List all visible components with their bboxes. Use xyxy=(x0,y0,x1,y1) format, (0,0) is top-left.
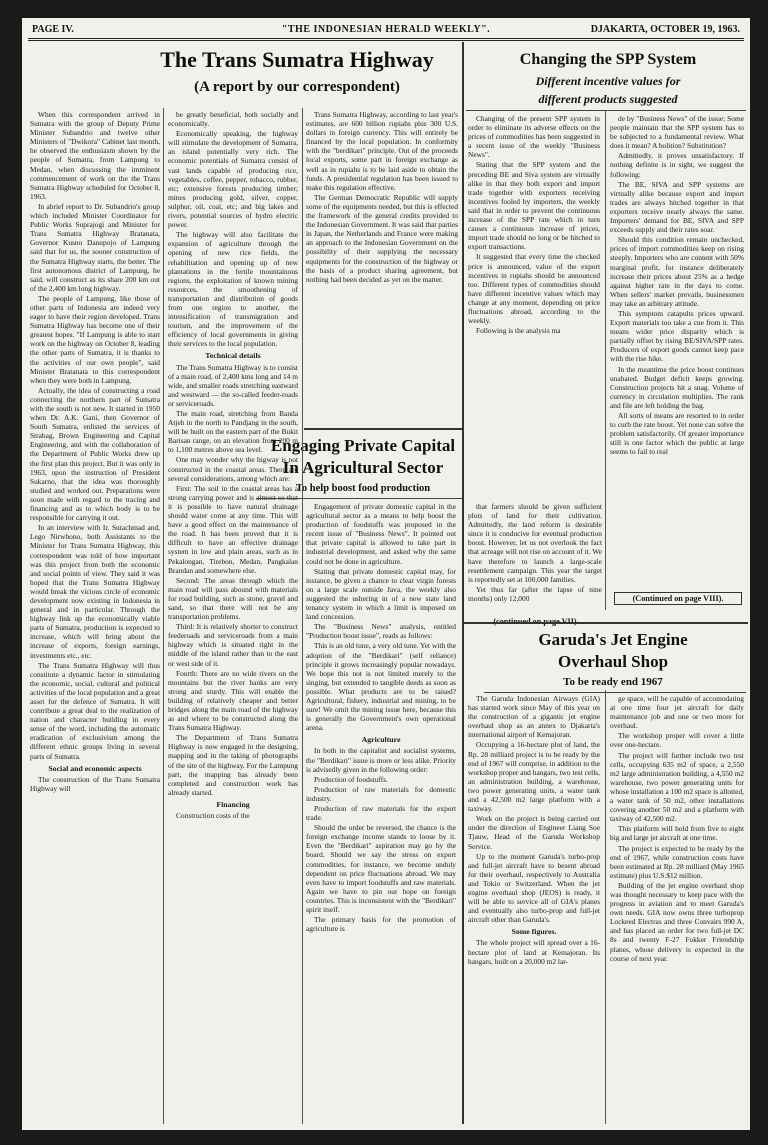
column-rule xyxy=(302,108,303,1124)
section-rule xyxy=(304,428,462,430)
paragraph: In abrief report to Dr. Subandrio's group which included Minister Coordinator for Public Works Suprajogi and Minister for Trans Sumatra Highway Bratanata, Governor Kusno Danupojo of Lampung said that for us, the sooner construction of the Sumatra Highway starts, the better. The first autonomous district of Lampung, he said, will construct as its share 200 km out of the 2,400 km long highway. xyxy=(30,201,160,293)
paragraph: Trans Sumatra Highway, according to last year's estimates, are 600 billion rupiahs plus 300 U.S. dollars in foreign currency. This will entirely be financed by the local population. In conformity with the "berdikari" principle. Out of the proceeds local exports, some part in foreign exchange as well as in rupiahs is to be laid aside to obtain the funds. A presidential regulation has been issued to make this regulation effective. xyxy=(306,110,458,192)
paragraph: Should the order be reversed, the chance is the foreign exchange income stands to loose by it. Even the "Berdikari" aspiration may go by the board. Should we say the stress on export commodities, for instance, we become unduly dependent on price fluctuations abroad. We may even have to import foodstuffs and raw materials. Again we have to pin our hope on foreign countries. This is inconsistent with the "Berdikari" spirit itself. xyxy=(306,823,456,915)
paragraph: Production of foodstuffs. xyxy=(314,774,388,784)
section-heading: Agriculture xyxy=(361,735,401,745)
paragraph: Yet thus far (after the lapse of nine months) only 12,000 xyxy=(468,584,602,603)
paragraph: Following is the analysis ma xyxy=(476,326,561,336)
section-heading: Financing xyxy=(216,799,250,809)
paragraph: This is an old tune, a very old tune. Yet with the adoption of the "Berdikari" (self reliance) principle it grows increasingly popular nowadays. We hope this not is not limited merely to the singing, but extended to tangible deeds as soon as possible. What products are to be raised? Agricultural, fishery, industrial and mining, to be sure! We omit the mining issue here, because this is generally the Government's own operational arena. xyxy=(306,641,456,733)
section-rule xyxy=(484,692,746,693)
column-rule xyxy=(163,108,164,1124)
capital-headline-1: Engaging Private Capital xyxy=(270,436,456,455)
paragraph: The workshop proper will cover a little over one-hectare. xyxy=(610,731,744,750)
paragraph: Engagement of private domestic capital in the agricultural sector as a means to help boost the production of foodstuffs was proposed in the recent issue of "Business News". It pointed out that private capital is allowed to take part in industrial development, and asked why the same could not be done in agriculture. xyxy=(306,502,456,566)
column-rule xyxy=(605,110,606,610)
paragraph: All sorts of means are resorted to in order to curb the rate boost. Yet none can solve the problem satisfactorily. Of greater importance still is one factor which the public at large seems to fail to real xyxy=(610,411,744,457)
highway-column-2 xyxy=(168,110,298,1124)
paragraph: In the meantime the price boost continues unabated. Budget deficit keeps growing. Construction projects hit a snag. Volume of currency in circulation multiplies. The rank and file are left holding the bag. xyxy=(610,364,744,410)
paragraph: It suggested that every time the checked price is announced, value of the export incentives in rupiahs should be announced too. Different types of commodities should have different incentive values which may change at any moment, depending on price fluctuations abroad, according to the weekly. xyxy=(468,252,600,326)
garuda-column-2 xyxy=(610,694,744,1124)
paragraph: The BE, SIVA and SPP systems are virtually alike because export and import trades are always hitched together in that exporters receive nearly always the same. Importers' demand for BE, SIVA and SPP exceeds supply and their rates soar. xyxy=(610,179,744,235)
paragraph: Construction costs of the xyxy=(176,811,250,821)
paragraph: When this correspondent arrived in Sumatra with the group of Deputy Prime Minister Subandrio and twelve other Ministers of "Dwikora" Cabinet last month, he observed the enthusiasm shown by the people of Sumatra, from Lampung to Medan, when discussing the imminent commencement of work on the the Trans Sumatra Highway scheduled for October 8, 1963. xyxy=(30,110,160,201)
capital-headline-2: In Agricultural Sector xyxy=(282,458,444,477)
paragraph: The whole project will spread over a 16-hectare plot of land at Kemajoran. Its hangars, built on a 20,000 m2 lar- xyxy=(468,938,600,966)
paper-name: "THE INDONESIAN HERALD WEEKLY". xyxy=(281,24,491,35)
capital-continued: (continued on page VII) xyxy=(493,617,577,626)
paragraph: The project is expected to be ready by the end of 1967, while construction costs have been estimated at Rp. 28 milliard (May 1965 estimate) plus U.S.$12 million. xyxy=(610,843,744,880)
paragraph: Production of raw materials for domestic industry. xyxy=(306,784,456,803)
paragraph: de by "Business News" of the issue: Some people maintain that the SPP system has to be subjected to a fundamental review. What does it mean? A bolition? Substitution? xyxy=(610,114,744,151)
paragraph: Actually, the idea of constructing a road connecting the northern part of Sumatra with the south is not new. It started in 1950 when Dr. A.K. Gani, then Governor of South Sumatra, enlisted the services of Strabag, Brown Engineering and Capital Engineering, and with the collaboration of the Department of Public Works drew up the first plan this project. But it was only in 1963, upon the instruction of President Sukarno, that the idea was thoroughly studied and worked out. Preparations were soon made with regard to the tracing and financing and as to which body is to be responsible for carrying it out. xyxy=(30,385,160,523)
capital-subhead: To help boost food production xyxy=(295,483,431,494)
paragraph: Should this condition remain unchecked, prices of import commodities keep on rising steeply. Importers who are content with 50% marginal profit, for instance deliberately increase their prices about 25% as a hedge against higher rate in the days to come. When sellers' market prevails, businessmen may take an arbitrary attitude. xyxy=(610,235,744,308)
section-heading: Social and economic aspects xyxy=(48,763,142,773)
paragraph: Fourth: There are no wide rivers on the mountains but the river banks are very strong and sturdy. This will enable the building of relatively cheaper and better bridges along the main road of the highway as and where to be constructed along the Trans Sumatra Highway. xyxy=(168,668,298,733)
spp-subhead-1: Different incentive values for xyxy=(535,74,681,88)
paragraph: ge space, will be capable of accomodating at one time four jet aircraft for daily maintenance job and one or two more for overhaul. xyxy=(610,694,744,731)
capital-column-2 xyxy=(468,502,602,612)
paragraph: Changing of the present SPP system in order to eliminate its adverse effects on the prices of commodities has been suggested in a recent issue of the weekly "Business News". xyxy=(468,114,600,160)
paragraph: Occupying a 16-hectare plot of land, the Rp. 28 milliard project is to be ready by the end of 1967 will comprise, in addition to the workshop proper and hangars, two test cells, an administration building, a warehouse, two power generating units, a water tank and a 42,500 m2 large platform with a taxiway. xyxy=(468,740,600,814)
newspaper-page xyxy=(22,18,750,1130)
paragraph: The primary basis for the promotion of agriculture is xyxy=(306,915,456,934)
date-line: DJAKARTA, OCTOBER 19, 1963. xyxy=(590,24,740,35)
paragraph: The people of Lampung, like those of other parts of Indonesia are indeed very eager to have their region developed. Trans Sumatra Highway has become one of their greatest hopes. "If Lampung is able to start work on the highway on October 8, leading the other parts of Sumatra, it is thanks to the activities of our own people", said Minister Bratanata to this correspondent when they were both in Lampung. xyxy=(30,293,160,385)
paragraph: The "Business News" analysis, entitled "Production boost issue", reads as follows: xyxy=(306,622,456,641)
paragraph: Production of raw materials for the export trade. xyxy=(306,804,456,823)
paragraph: One may wonder why the higway is not constructed in the coastal areas. There are several considerations, among which are: xyxy=(168,455,298,483)
paragraph: Up to the moment Garuda's turbo-prop and full-jet aircraft have to besent abroad for their overhaul, respectively to Australia and Tokio or Switzerland. When the jet engine overhaul shop (JEOS) is ready, it will be able to service all of GIA's planes and eventually also turbo-prop and full-jet aircraft other than Garuda's. xyxy=(468,851,600,925)
highway-column-1 xyxy=(30,110,160,1124)
paragraph: Work on the project is being carried out under the direction of Engineer Liang Soe Tjauw, Head of the Garuda Workshop Service. xyxy=(468,814,600,851)
paragraph: The Trans Sumatra Highway will thus constitute a dynamic factor in stimulating the economic, social, cultural and political activities of the local population and a great asset for the defence of Sumatra. It will contribute a great deal to the realization of nation and character building in every sense of the word, including the automatic eradication of exclusivism among the different ethnic groups living in several parts of Sumatra. xyxy=(30,660,160,761)
highway-byline: (A report by our correspondent) xyxy=(194,79,400,95)
paragraph: The Trans Sumatra Highway is to consist of a main road, of 2,400 kms long and 14 m wide, and smaller roads stretching eastward and westward — the so-called feeder-roads or serviceroads. xyxy=(168,362,298,408)
spp-continued: (Continued on page VIII). xyxy=(614,592,742,605)
garuda-subhead: To be ready end 1967 xyxy=(563,676,663,688)
paragraph: Stating that private domestic capital may, for instance, be given a chance to clear virgin forests on a large scale outside Java, the weekly also suggested the ushering in of a new state land tenancy system in which a limit is imposed on land concession. xyxy=(306,566,456,622)
paragraph: Economically speaking, the highway will stimulate the development of Sumatra, an island potentially very rich. The economic potentials of Sumatra consist of vast lands capable of producing rice, vegetables, coffee, pepper, tobacco, rubber, etc; extensive forests producing timber; mines producing gold, silver, copper, sulphur, oil, coal, etc; and big lakes and rivers, potential sources of hydro electric power. xyxy=(168,129,298,230)
garuda-headline-2: Overhaul Shop xyxy=(557,652,669,671)
highway-column-3 xyxy=(306,110,458,422)
highway-headline: The Trans Sumatra Highway xyxy=(160,47,434,72)
column-rule xyxy=(605,690,606,1124)
paragraph: Admittedly, it proves unsatisfactory. If nothing definite is in sight, we suggest the following: xyxy=(610,151,744,179)
section-rule xyxy=(466,110,746,111)
paragraph: The main road, stretching from Banda Atjeh in the north to Pandjang in the south, will be built on the eastern part of the Bukit Barisan range, on an elevation from 200 m to 1,100 metres above sea level. xyxy=(168,409,298,455)
paragraph: be greatly beneficial, both socially and economically. xyxy=(168,110,298,129)
page-number: PAGE IV. xyxy=(32,24,74,35)
masthead xyxy=(28,22,744,41)
paragraph: The Department of Trans Sumatra Highway is now engaged in the designing, mapping and in the taking of photographs of the site of the highway. For the Lampung part, the mapping has already been completed and construction work has already started. xyxy=(168,733,298,797)
section-heading: Technical details xyxy=(205,351,261,361)
paragraph: The Garuda Indonesian Airways (GIA) has started work since May of this year on the construction of a gigantic jet engine overhaul shop as an annex to Djakarta's international airport of Kemajoran. xyxy=(468,694,600,740)
paragraph: This symptom catapults prices upward. Export materials too take a cue from it. This means wider price disparity which is partially offset by rising BE/SIVA/SPP rates. Producers of export goods cannot keep pace with the rise hike. xyxy=(610,308,744,364)
paragraph: In an interview with Ir. Sutachmad and, Lego Nirwhono, both Assistants to the Minister for Trans Sumatra Highway, this correspondent was told of how important was this project from both the economic and social points of view. They said it was hoped that the Trans Sumatra Highway would break the vicious circle of economic development now existing in Indonesia in general and in particular. Through the highway link up the economically viable parts of Sumatra, production is expected to increase, which will bring about the increase of exports, foreign earnings, investments etc., etc. xyxy=(30,523,160,660)
spp-subhead-2: different products suggested xyxy=(538,92,678,106)
spp-column-1 xyxy=(468,114,600,420)
paragraph: In both in the capitalist and socialist systems, the "Berdikari" issue is more or less alike. Priority is advisedly given in the following order: xyxy=(306,746,456,774)
capital-column-1 xyxy=(306,502,456,1124)
paragraph: First: The soil in the coastal areas has a strong carrying power and is almost so that it is possible to have natural drainage should water come at any time. This will have a good effect on the maintenance of the road. It has been proved that it is difficult to have an effective drainage system in low and plain areas, such as in Pekalongan, Tirebon, Medan, Pangkalan Brandan and somewhere else. xyxy=(168,483,298,575)
garuda-column-1 xyxy=(468,694,600,1124)
paragraph: Stating that the SPP system and the preceding BE and Siva system are virtually alike in that they both export and import trade together with exporters receiving incentives fooled by importers, the weekly said that in order to prevent the continuous increase of the SPP rate which in turn causes a continuous increase of prices, import trade should no long or be hitched to export transactions. xyxy=(468,160,600,252)
spp-column-2 xyxy=(610,114,744,586)
garuda-headline-1: Garuda's Jet Engine xyxy=(538,630,688,649)
paragraph: Third: It is relatively shorter to construct feederoads and serviceroads from a main highway which is situated right in the middle of the island rather than to the east or west side of it. xyxy=(168,622,298,668)
paragraph: The highway will also facilitate the expansion of agriculture through the opening of new rice fields, the rehabilitation and opening up of new plantations in the fertile mountainous regions, the exploitation of known mining resources, the smoothening of transportation and distribution of goods from one region to another, the intensification of transmigration and tourism, and the improvement of the efficiency of local governments in giving their services to the local population. xyxy=(168,230,298,349)
paragraph: Building of the jet engine overhaul shop was thought necessary to keep pace with the progress in aviation and to meet Garuda's own needs. GIA now owns three turboprop Lockeed Electras and three Convairs 990 A, and has placed an order for two full-jet DC 8s and twenty F-27 Fokker Friendship planes, whose delivery is expected in the course of next year. xyxy=(610,880,744,963)
section-rule xyxy=(256,498,462,499)
section-rule xyxy=(464,622,748,624)
paragraph: The German Democratic Republic will supply some of the equipments needed, but this is effected the framework of the general credits provided to the Indonesian Government. It was said that parties in Japan, the Netherlands and France were making an approach to the Indonesian Government on the possibility of their supplying the necessary equipments for the construction of the highway or the basis of a product sharing agreement, but nothing had been decided as yet on the matter. xyxy=(306,192,458,284)
spp-headline: Changing the SPP System xyxy=(519,51,697,68)
section-heading: Some figures. xyxy=(511,927,557,937)
paragraph: The project will further include two test cells, occupying 635 m2 of space, a 2,550 m2 large administration building, a 4,550 m2 warehouse, two power generating units for whose installation a 100 m2 space is allotted, a water tank of 50 m2, other installations covering another 50 m2 and a platform with taxiway of 42,500 m2. xyxy=(610,750,744,824)
paragraph: The construction of the Trans Sumatra Highway will xyxy=(30,774,160,793)
paragraph: Second: The areas through which the main road will pass abound with materials for road building, such as stone, gravel and sand, so that there will not be any transportation problems. xyxy=(168,575,298,622)
paragraph: This platform will hold from five to eight big and large jet aircraft at one time. xyxy=(610,824,744,843)
column-rule xyxy=(462,42,464,1124)
paragraph: that farmers should be given sufficient plots of land for their cultivation. Admittedly, the land reform is desirable since it is conducive for eventual production boost. However, let us not overlook the fact that acreage will not rise on account of it. We have therefore to launch a large-scale resettlement campaign. This year the target is reportedly set at 100,000 families. xyxy=(468,502,602,584)
